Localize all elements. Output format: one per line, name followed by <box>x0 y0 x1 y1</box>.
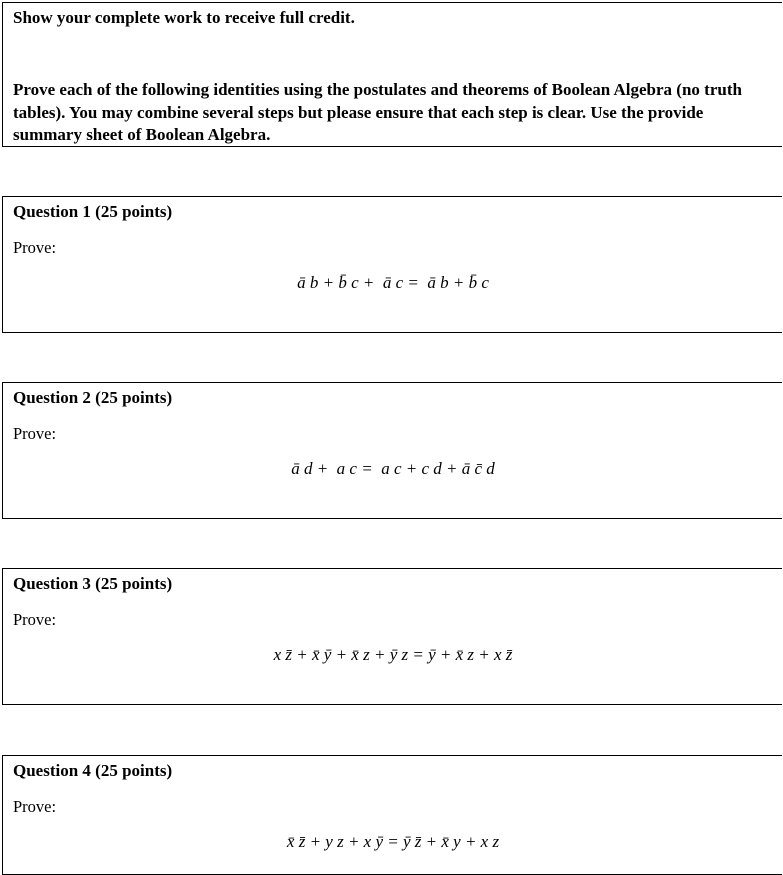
instructions-paragraph: Prove each of the following identities using the postulates and theorems of Boolean Algebra (no truth tables). You may combine several steps but please ensure that each step is clear. Use the provide summary sheet of Boolean Algebra. <box>13 80 742 144</box>
question-3-prove-label: Prove: <box>13 610 57 629</box>
question-1-prove-label: Prove: <box>13 238 57 257</box>
question-3-box <box>2 568 782 705</box>
question-2-equation: ā d + a c = a c + c d + ā c̄ d <box>291 459 495 478</box>
instructions-line: Show your complete work to receive full credit. <box>13 8 355 27</box>
question-4-title: Question 4 (25 points) <box>13 761 173 780</box>
question-1-box <box>2 196 782 333</box>
question-4-prove-label: Prove: <box>13 797 57 816</box>
question-4-equation: x̄ z̄ + y z + x ȳ = ȳ z̄ + x̄ y + x z <box>286 832 500 851</box>
question-3-equation: x z̄ + x̄ ȳ + x̄ z + ȳ z = ȳ + x̄ z + x z̄ <box>273 645 513 664</box>
question-1-equation: ā b + b̄ c + ā c = ā b + b̄ c <box>297 273 489 292</box>
question-2-box <box>2 382 782 519</box>
question-2-title: Question 2 (25 points) <box>13 388 173 407</box>
instructions-box <box>2 2 782 147</box>
question-2-prove-label: Prove: <box>13 424 57 443</box>
question-1-title: Question 1 (25 points) <box>13 202 173 221</box>
question-3-title: Question 3 (25 points) <box>13 574 173 593</box>
question-4-box <box>2 755 782 875</box>
